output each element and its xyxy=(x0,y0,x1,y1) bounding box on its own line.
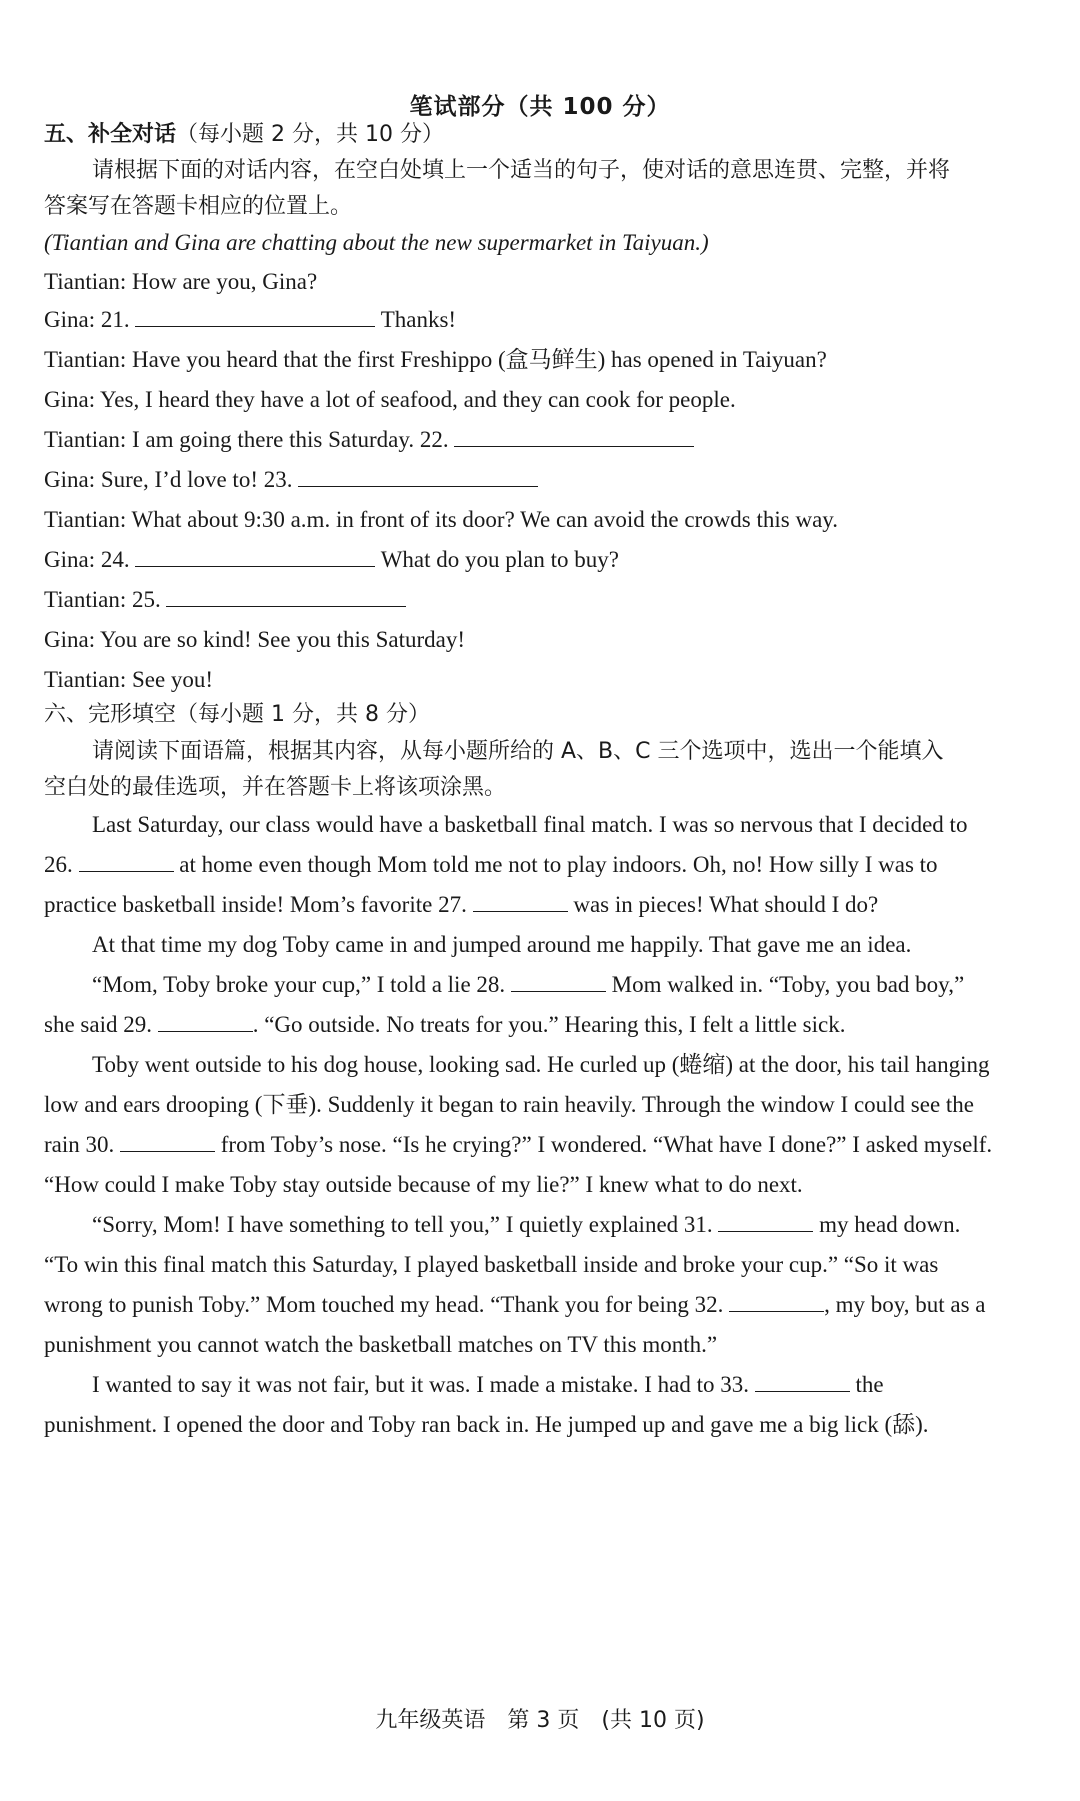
dialog-line-8-end: What do you plan to buy? xyxy=(380,547,619,572)
passage-line-5-start: “Mom, Toby broke your cup,” I told a lie 28. xyxy=(92,972,506,997)
passage-line-15-end: the xyxy=(855,1372,884,1397)
passage-line-2 xyxy=(44,853,938,876)
passage-line-1: Last Saturday, our class would have a basketball final match. I was so nervous that I decided to xyxy=(92,812,968,837)
dialog-line-8-start: Gina: 24. xyxy=(44,547,130,572)
dialog-line-4: Gina: Yes, I heard they have a lot of seafood, and they can cook for people. xyxy=(44,387,736,412)
answer-blank-26[interactable] xyxy=(79,853,174,872)
passage-line-9 xyxy=(44,1133,992,1156)
dialog-context: (Tiantian and Gina are chatting about the new supermarket in Taiyuan.) xyxy=(44,230,709,255)
section5-instruction-2: 答案写在答题卡相应的位置上。 xyxy=(44,194,353,219)
answer-blank-25[interactable] xyxy=(166,588,406,607)
section6-heading-note: （每小题 1 分，共 8 分） xyxy=(176,702,430,727)
answer-blank-30[interactable] xyxy=(120,1133,215,1152)
passage-line-6 xyxy=(44,1013,845,1036)
passage-line-8: low and ears drooping (下垂). Suddenly it began to rain heavily. Through the window I could see the xyxy=(44,1092,975,1117)
passage-line-12: “To win this final match this Saturday, I played basketball inside and broke your cup.” “So it was xyxy=(44,1252,939,1277)
dialog-line-11: Tiantian: See you! xyxy=(44,667,214,692)
passage-line-5-end: Mom walked in. “Toby, you bad boy,” xyxy=(611,972,965,997)
passage-line-13-end: , my boy, but as a xyxy=(824,1292,986,1317)
dialog-line-5 xyxy=(44,428,694,451)
dialog-line-2-end: Thanks! xyxy=(380,307,457,332)
passage-line-11 xyxy=(92,1213,960,1236)
dialog-line-7: Tiantian: What about 9:30 a.m. in front of its door? We can avoid the crowds this way. xyxy=(44,507,839,532)
passage-line-3-start: practice basketball inside! Mom’s favorite 27. xyxy=(44,892,467,917)
answer-blank-27[interactable] xyxy=(473,893,568,912)
section5-heading-label: 五、补全对话 xyxy=(44,122,177,147)
section6-instruction-1: 请阅读下面语篇，根据其内容，从每小题所给的 A、B、C 三个选项中，选出一个能填入 xyxy=(92,739,944,764)
passage-line-9-end: from Toby’s nose. “Is he crying?” I wondered. “What have I done?” I asked myself. xyxy=(220,1132,993,1157)
dialog-line-10: Gina: You are so kind! See you this Saturday! xyxy=(44,627,465,652)
dialog-line-6-text: Gina: Sure, I’d love to! 23. xyxy=(44,467,293,492)
passage-line-16: punishment. I opened the door and Toby ran back in. He jumped up and gave me a big lick (舔). xyxy=(44,1412,929,1437)
answer-blank-29[interactable] xyxy=(158,1013,253,1032)
section5-heading-note: （每小题 2 分，共 10 分） xyxy=(176,122,444,147)
answer-blank-22[interactable] xyxy=(454,428,694,447)
passage-line-14: punishment you cannot watch the basketball matches on TV this month.” xyxy=(44,1332,718,1357)
answer-blank-33[interactable] xyxy=(755,1373,850,1392)
dialog-line-2 xyxy=(44,308,456,331)
dialog-line-5-text: Tiantian: I am going there this Saturday. 22. xyxy=(44,427,449,452)
answer-blank-28[interactable] xyxy=(511,973,606,992)
dialog-line-3: Tiantian: Have you heard that the first Freshippo (盒马鲜生) has opened in Taiyuan? xyxy=(44,347,827,372)
passage-line-3 xyxy=(44,893,878,916)
page-footer: 九年级英语 第 3 页 (共 10 页) xyxy=(375,1708,705,1733)
page-title: 笔试部分（共 100 分） xyxy=(409,94,671,120)
passage-line-15-start: I wanted to say it was not fair, but it was. I made a mistake. I had to 33. xyxy=(92,1372,749,1397)
answer-blank-31[interactable] xyxy=(718,1213,813,1232)
section5-instruction-1: 请根据下面的对话内容，在空白处填上一个适当的句子，使对话的意思连贯、完整，并将 xyxy=(92,158,951,183)
passage-line-10: “How could I make Toby stay outside because of my lie?” I knew what to do next. xyxy=(44,1172,803,1197)
passage-line-6-end: . “Go outside. No treats for you.” Hearing this, I felt a little sick. xyxy=(252,1012,846,1037)
answer-blank-23[interactable] xyxy=(298,468,538,487)
passage-line-2-start: 26. xyxy=(44,852,73,877)
dialog-line-9-text: Tiantian: 25. xyxy=(44,587,161,612)
dialog-line-9 xyxy=(44,588,406,611)
passage-line-13 xyxy=(44,1293,986,1316)
answer-blank-32[interactable] xyxy=(729,1293,824,1312)
passage-line-2-end: at home even though Mom told me not to play indoors. Oh, no! How silly I was to xyxy=(179,852,938,877)
passage-line-11-start: “Sorry, Mom! I have something to tell you,” I quietly explained 31. xyxy=(92,1212,713,1237)
passage-line-4: At that time my dog Toby came in and jumped around me happily. That gave me an idea. xyxy=(92,932,912,957)
passage-line-3-end: was in pieces! What should I do? xyxy=(573,892,879,917)
passage-line-7: Toby went outside to his dog house, looking sad. He curled up (蜷缩) at the door, his tail hanging xyxy=(92,1052,990,1077)
passage-line-11-end: my head down. xyxy=(819,1212,961,1237)
section6-heading xyxy=(44,704,430,726)
dialog-line-1: Tiantian: How are you, Gina? xyxy=(44,269,318,294)
section6-heading-label: 六、完形填空 xyxy=(44,702,177,727)
passage-line-5 xyxy=(92,973,964,996)
passage-line-9-start: rain 30. xyxy=(44,1132,115,1157)
section5-heading xyxy=(44,124,444,146)
dialog-line-6 xyxy=(44,468,538,491)
section6-instruction-2: 空白处的最佳选项，并在答题卡上将该项涂黑。 xyxy=(44,775,507,800)
passage-line-13-start: wrong to punish Toby.” Mom touched my head. “Thank you for being 32. xyxy=(44,1292,724,1317)
answer-blank-24[interactable] xyxy=(135,548,375,567)
passage-line-6-start: she said 29. xyxy=(44,1012,152,1037)
dialog-line-8 xyxy=(44,548,619,571)
dialog-line-2-start: Gina: 21. xyxy=(44,307,130,332)
passage-line-15 xyxy=(92,1373,884,1396)
answer-blank-21[interactable] xyxy=(135,308,375,327)
